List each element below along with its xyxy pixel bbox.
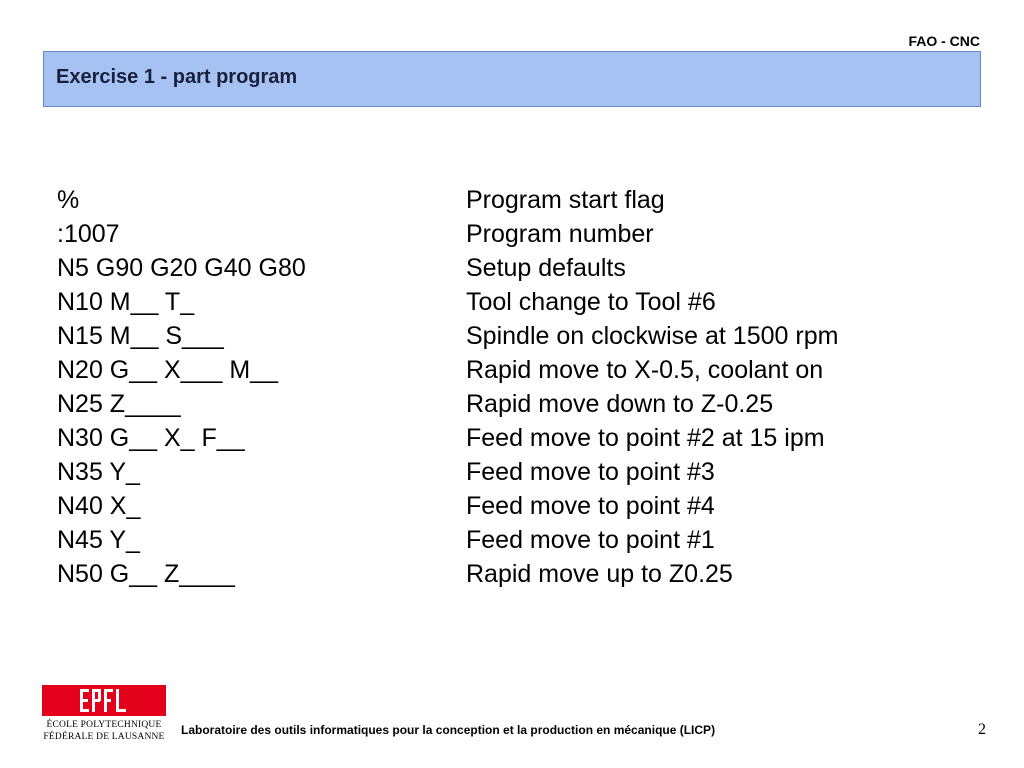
program-line: [57, 217, 957, 251]
epfl-logo: [42, 685, 166, 743]
program-line: [57, 183, 957, 217]
program-line: [57, 353, 957, 387]
program-code: N35 Y_: [57, 458, 140, 486]
program-description: Rapid move down to Z-0.25: [466, 390, 774, 418]
program-description: Feed move to point #2 at 15 ipm: [466, 424, 825, 452]
program-description: Rapid move to X-0.5, coolant on: [466, 356, 824, 384]
program-description: Program start flag: [466, 186, 665, 214]
program-code: %: [57, 186, 80, 214]
program-description: Rapid move up to Z0.25: [466, 560, 733, 588]
program-code: N50 G__ Z____: [57, 560, 235, 588]
program-line: [57, 523, 957, 557]
program-line: [57, 319, 957, 353]
program-description: Setup defaults: [466, 254, 626, 282]
program-line: [57, 285, 957, 319]
program-code: N5 G90 G20 G40 G80: [57, 254, 306, 282]
header-tag: FAO - CNC: [908, 33, 980, 49]
program-code: N15 M__ S___: [57, 322, 224, 350]
program-line: [57, 387, 957, 421]
program-code: :1007: [57, 220, 120, 248]
program-line: [57, 251, 957, 285]
program-description: Feed move to point #4: [466, 492, 715, 520]
title-bar: [43, 51, 981, 107]
program-code: N10 M__ T_: [57, 288, 195, 316]
program-line: [57, 455, 957, 489]
program-description: Feed move to point #3: [466, 458, 715, 486]
program-description: Spindle on clockwise at 1500 rpm: [466, 322, 839, 350]
program-description: Tool change to Tool #6: [466, 288, 716, 316]
slide-title: Exercise 1 - part program: [56, 66, 298, 88]
program-code: N40 X_: [57, 492, 141, 520]
program-line: [57, 489, 957, 523]
logo-text-line2: FÉDÉRALE DE LAUSANNE: [43, 732, 165, 742]
program-description: Program number: [466, 220, 654, 248]
program-description: Feed move to point #1: [466, 526, 715, 554]
program-line: [57, 421, 957, 455]
program-line: [57, 557, 957, 591]
program-code: N25 Z____: [57, 390, 181, 418]
epfl-logo-icon: [77, 685, 131, 716]
program-listing: [57, 183, 957, 591]
page-number: 2: [978, 721, 986, 738]
footer-text: Laboratoire des outils informatiques pour la conception et la production en mécanique (LICP): [181, 723, 716, 737]
program-code: N45 Y_: [57, 526, 140, 554]
logo-text-line1: ÉCOLE POLYTECHNIQUE: [46, 720, 162, 730]
program-code: N30 G__ X_ F__: [57, 424, 245, 452]
program-code: N20 G__ X___ M__: [57, 356, 278, 384]
